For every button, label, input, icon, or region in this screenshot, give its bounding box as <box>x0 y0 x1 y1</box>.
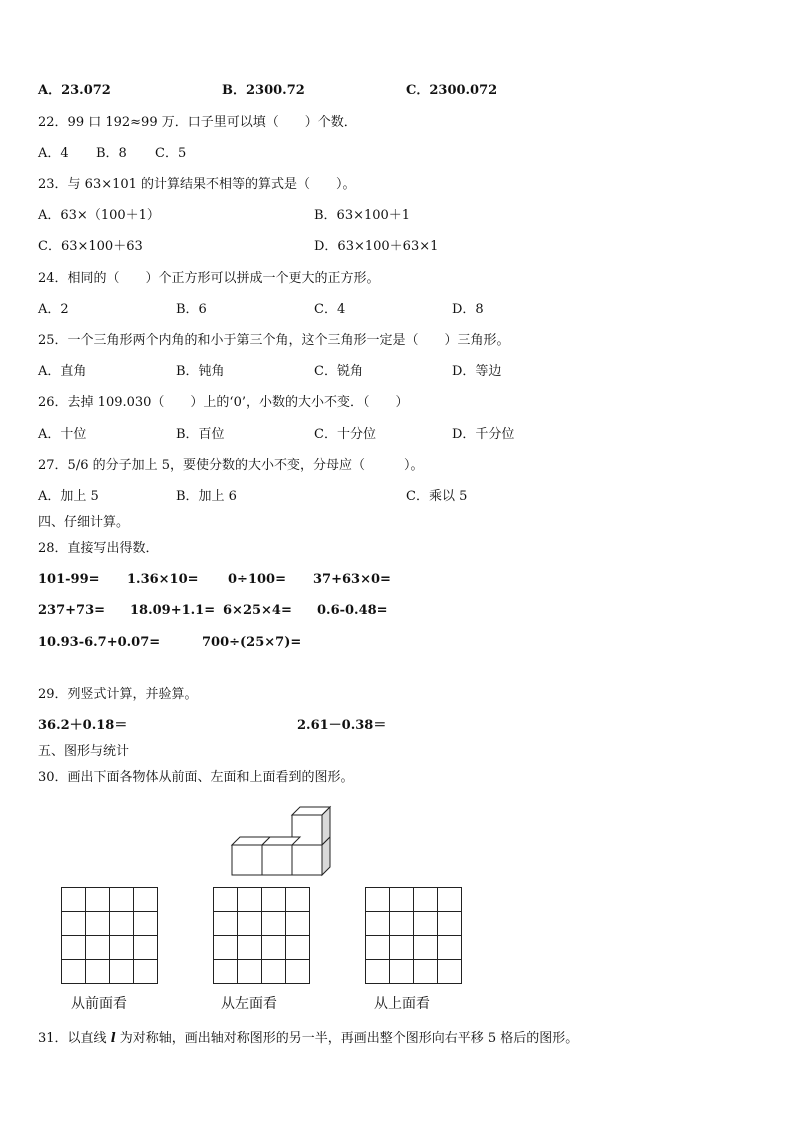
q23-option-a: A．63×（100＋1） <box>38 208 160 223</box>
q27-option-c: C．乘以 5 <box>406 489 468 504</box>
q27-option-a: A．加上 5 <box>38 489 99 504</box>
q24-option-a: A．2 <box>38 302 69 317</box>
q23-option-c: C．63×100＋63 <box>38 239 143 254</box>
q30-stem: 30．画出下面各物体从前面、左面和上面看到的图形。 <box>38 770 354 785</box>
q28-r3-c1: 10.93-6.7+0.07= <box>38 635 161 650</box>
q26-option-a: A．十位 <box>38 427 87 442</box>
section-5-heading: 五、图形与统计 <box>38 744 130 759</box>
q28-r1-c1: 101-99= <box>38 572 100 587</box>
q24-option-b: B．6 <box>176 302 207 317</box>
q24-option-c: C．4 <box>314 302 346 317</box>
q22-option-c: C．5 <box>155 146 187 161</box>
q28-r2-c1: 237+73= <box>38 603 106 618</box>
q29-item-2: 2.61－0.38＝ <box>297 718 387 733</box>
q25-option-a: A．直角 <box>38 364 87 379</box>
q28-r3-c2: 700÷(25×7)= <box>202 635 302 650</box>
q28-r1-c2: 1.36×10= <box>127 572 199 587</box>
q31-stem-part-b: 为对称轴，画出轴对称图形的另一半，再画出整个图形向右平移 5 格后的图形。 <box>115 1031 579 1046</box>
q22-stem: 22．99 口 192≈99 万．口子里可以填（ ）个数． <box>38 115 357 130</box>
q26-option-b: B．百位 <box>176 427 225 442</box>
q22-option-a: A．4 <box>38 146 69 161</box>
q24-option-d: D．8 <box>452 302 484 317</box>
q25-option-c: C．锐角 <box>314 364 363 379</box>
section-4-heading: 四、仔细计算。 <box>38 515 130 530</box>
q23-option-b: B．63×100＋1 <box>314 208 411 223</box>
q22-option-b: B．8 <box>96 146 127 161</box>
label-left-view: 从左面看 <box>221 996 277 1012</box>
q27-stem: 27．5/6 的分子加上 5，要使分数的大小不变，分母应（ ）。 <box>38 458 424 473</box>
q26-stem: 26．去掉 109.030（ ）上的‘0’，小数的大小不变．（ ） <box>38 395 409 410</box>
grid-top-view[interactable] <box>365 887 463 985</box>
q28-r2-c2: 18.09+1.1= <box>130 603 216 618</box>
label-top-view: 从上面看 <box>374 996 430 1012</box>
q26-option-c: C．十分位 <box>314 427 376 442</box>
grid-front-view[interactable] <box>61 887 159 985</box>
q27-option-b: B．加上 6 <box>176 489 237 504</box>
q31-axis-symbol: l <box>110 1031 116 1046</box>
q28-r2-c4: 0.6-0.48= <box>317 603 388 618</box>
q25-option-d: D．等边 <box>452 364 502 379</box>
q28-r2-c3: 6×25×4= <box>223 603 292 618</box>
q25-stem: 25．一个三角形两个内角的和小于第三个角，这个三角形一定是（ ）三角形。 <box>38 333 510 348</box>
q25-option-b: B．钝角 <box>176 364 225 379</box>
label-front-view: 从前面看 <box>71 996 127 1012</box>
q28-r1-c3: 0÷100= <box>228 572 286 587</box>
grid-left-view[interactable] <box>213 887 311 985</box>
q23-option-d: D．63×100＋63×1 <box>314 239 439 254</box>
q21-option-c: C．2300.072 <box>406 83 498 98</box>
q26-option-d: D．千分位 <box>452 427 515 442</box>
q28-r1-c4: 37+63×0= <box>313 572 391 587</box>
q21-option-a: A．23.072 <box>38 83 111 98</box>
q31-stem-part-a: 31．以直线 <box>38 1031 111 1046</box>
q29-stem: 29．列竖式计算，并验算。 <box>38 687 198 702</box>
q31-stem <box>38 1031 578 1047</box>
cube-figure <box>222 795 342 885</box>
q23-stem: 23．与 63×101 的计算结果不相等的算式是（ ）。 <box>38 177 356 192</box>
q24-stem: 24．相同的（ ）个正方形可以拼成一个更大的正方形。 <box>38 271 380 286</box>
q21-option-b: B．2300.72 <box>222 83 305 98</box>
q28-stem: 28．直接写出得数． <box>38 541 159 556</box>
q29-item-1: 36.2＋0.18＝ <box>38 718 128 733</box>
